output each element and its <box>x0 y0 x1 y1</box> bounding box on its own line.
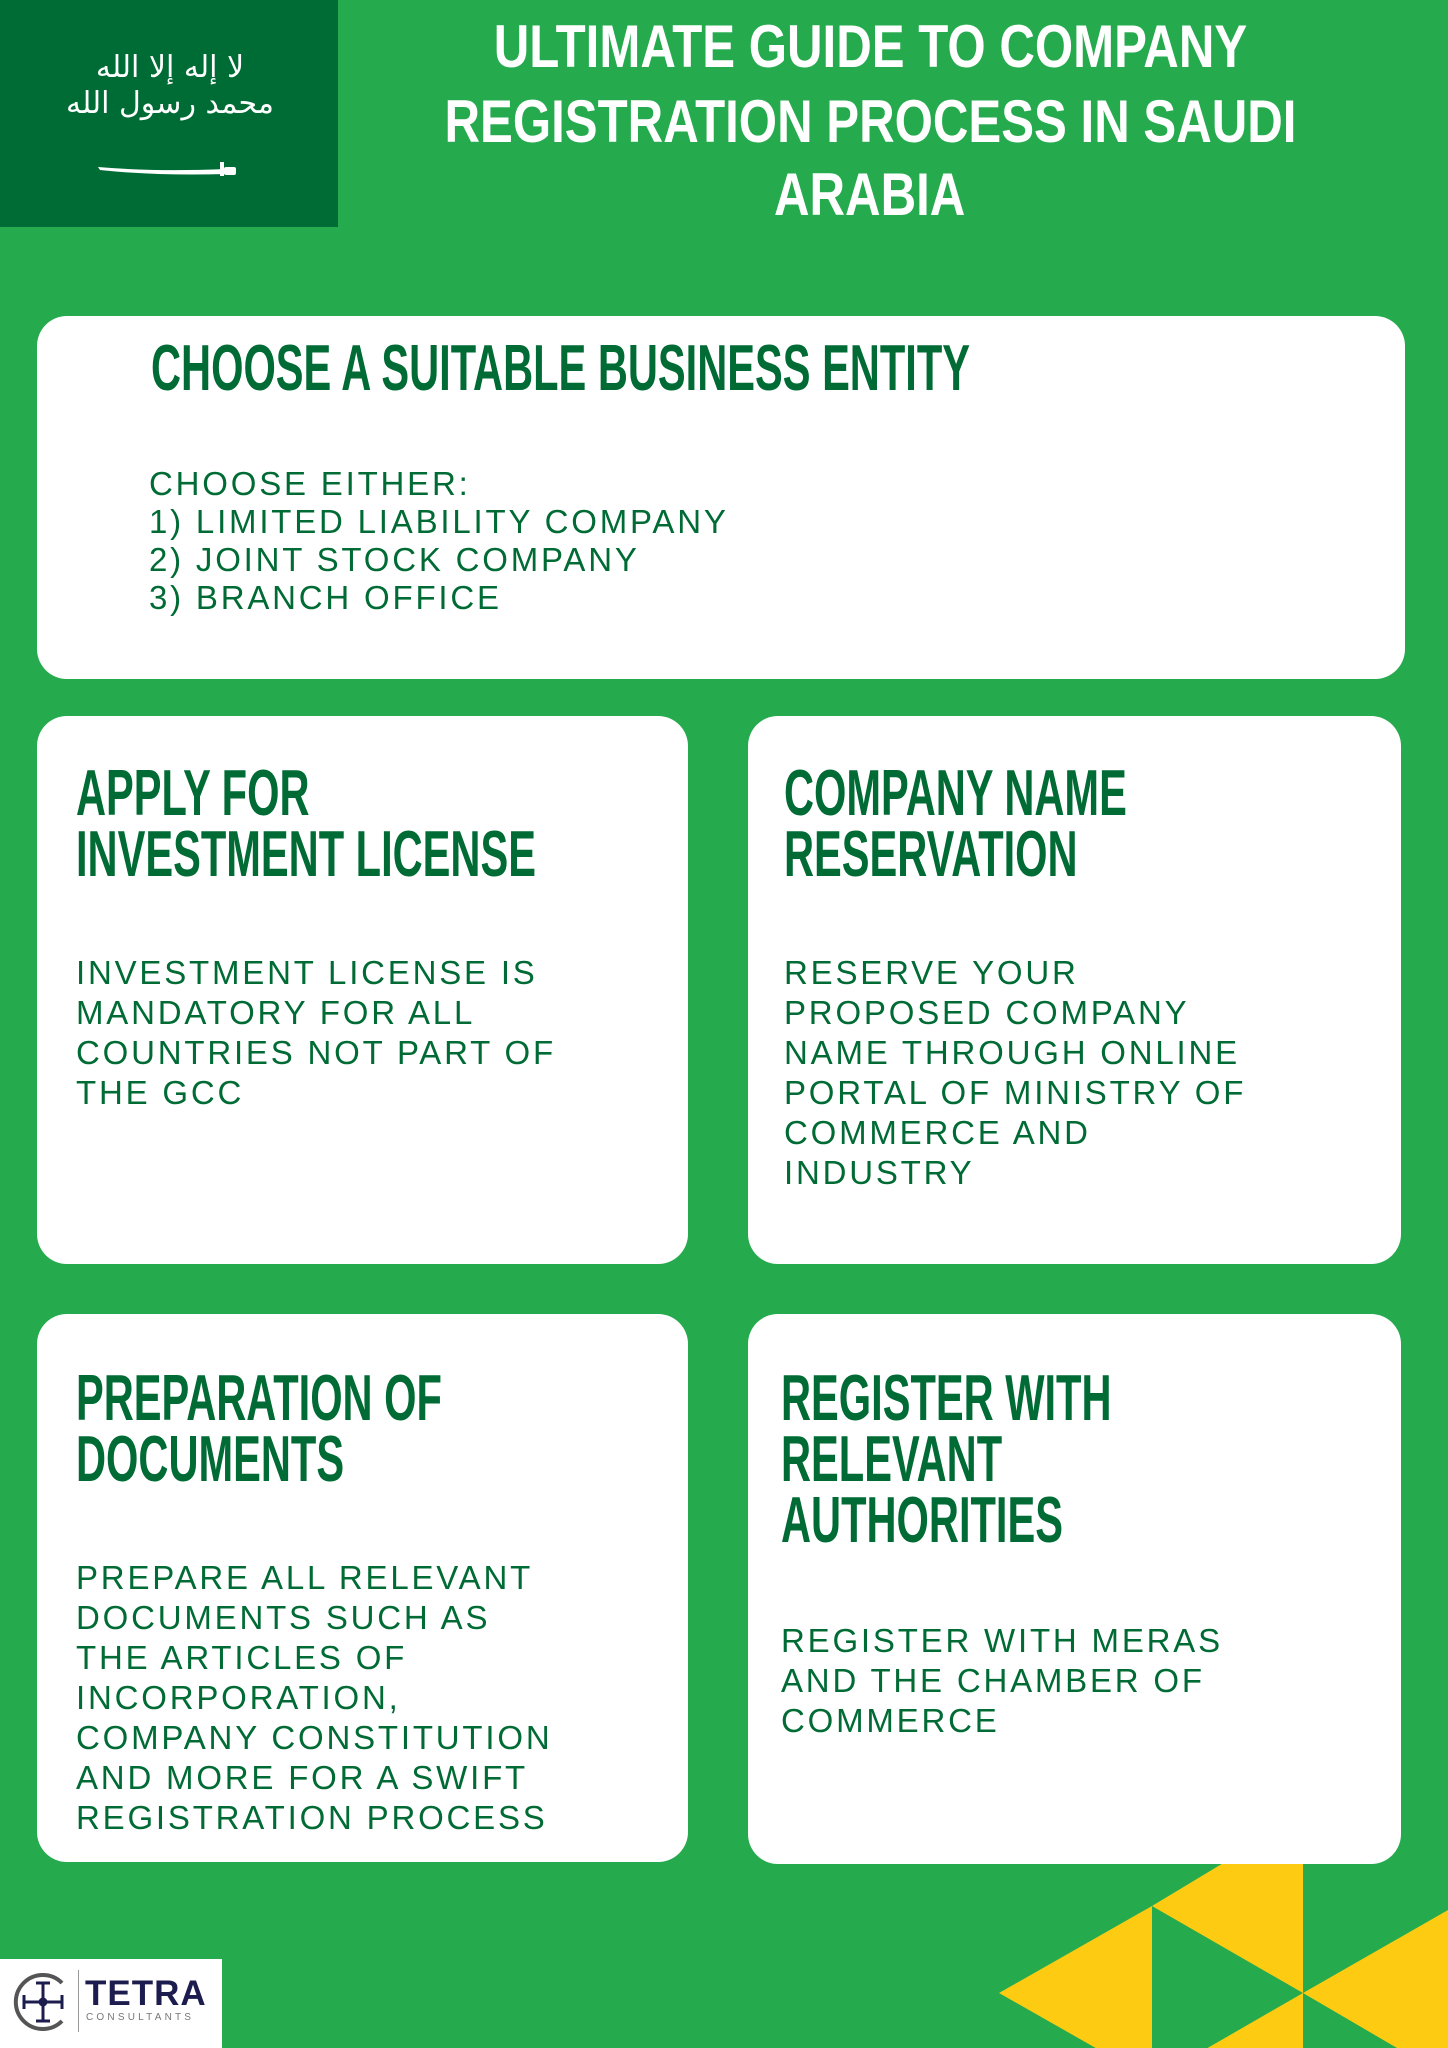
card-body: RESERVE YOUR PROPOSED COMPANY NAME THROUGH ONLINE PORTAL OF MINISTRY OF COMMERCE AND INDUSTRY <box>784 954 1247 1191</box>
page-title-line: ULTIMATE GUIDE TO COMPANY <box>493 13 1247 80</box>
yellow-triangle <box>1303 1910 1448 2048</box>
logo-tagline: CONSULTANTS <box>86 2012 195 2023</box>
card-body: INVESTMENT LICENSE IS MANDATORY FOR ALL COUNTRIES NOT PART OF THE GCC <box>76 954 556 1111</box>
card-title: COMPANY NAME RESERVATION <box>784 756 1127 890</box>
yellow-triangle <box>1152 1993 1303 2048</box>
card-title: CHOOSE A SUITABLE BUSINESS ENTITY <box>151 331 970 404</box>
card-body: REGISTER WITH MERAS AND THE CHAMBER OF COMMERCE <box>781 1622 1223 1739</box>
page-title-line: ARABIA <box>774 161 966 228</box>
page-title-line: REGISTRATION PROCESS IN SAUDI <box>444 88 1296 155</box>
card-body: CHOOSE EITHER: 1) LIMITED LIABILITY COMPANY 2) JOINT STOCK COMPANY 3) BRANCH OFFICE <box>149 465 729 616</box>
yellow-triangle <box>999 1906 1152 2048</box>
card-title: APPLY FOR INVESTMENT LICENSE <box>76 756 536 890</box>
card-title: REGISTER WITH RELEVANT AUTHORITIES <box>781 1361 1112 1556</box>
card-title: PREPARATION OF DOCUMENTS <box>76 1361 442 1495</box>
shahada-calligraphy: لا إله إلا الله محمد رسول الله <box>65 50 274 121</box>
tetra-cross-circle-icon <box>12 1971 74 2033</box>
card-body: PREPARE ALL RELEVANT DOCUMENTS SUCH AS THE ARTICLES OF INCORPORATION, COMPANY CONSTITUTION AND MORE FOR A SWIFT REGISTRATION PROCESS <box>76 1559 553 1836</box>
tetra-consultants-logo <box>0 1959 222 2048</box>
logo-divider <box>78 1970 79 2032</box>
logo-name: TETRA <box>85 1974 207 2013</box>
